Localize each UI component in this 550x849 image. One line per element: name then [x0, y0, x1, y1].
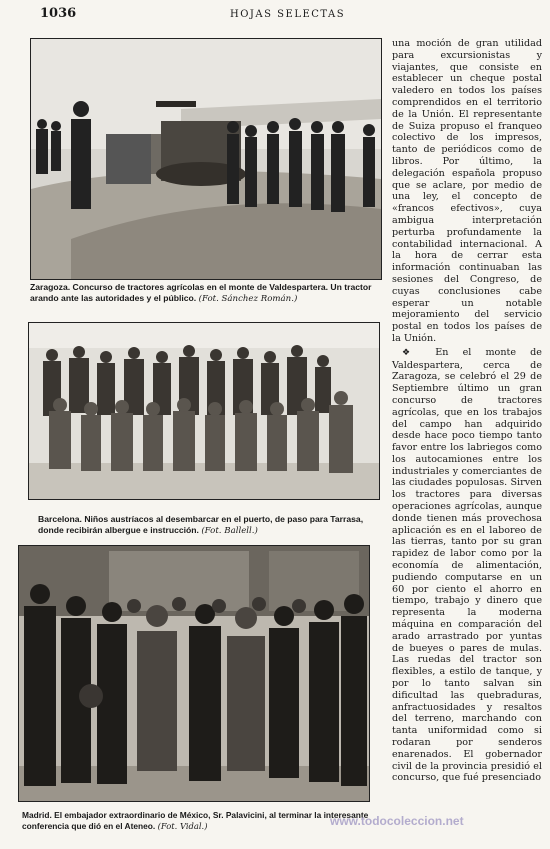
page-header: [0, 4, 550, 24]
photo-ateneo: [18, 545, 370, 802]
caption-children-text: Barcelona. Niños austríacos al desembarcar en el puerto, de paso para Tarrasa, donde recibirán albergue e instrucción.: [38, 514, 364, 535]
caption-tractor-credit: (Fot. Sánchez Román.): [198, 294, 298, 304]
photo-tractor: [30, 38, 382, 280]
caption-tractor-text: Zaragoza. Concurso de tractores agrícolas en el monte de Valdespartera. Un tractor arando ante las autoridades y el público.: [30, 282, 372, 303]
article-paragraph: una moción de gran utilidad para excursionistas y viajantes, que consiste en establecer un cheque postal valedero en todos los países comprendidos en el territorio de la Unión. El representante de Suiza propuso el franqueo colectivo de los impresos, tanto de periódicos como de libros. Por último, la delegación española propuso que se aclare, por medio de una ley, el concepto de «francos efectivos», cuya ambigua interpretación perturba profundamente la contabilidad internacional. A la hora de cerrar esta información continuaban las sesiones del Congreso, de cuyas conclusiones cabe esperar un notable mejoramiento del servicio postal en todos los países de la Unión.: [392, 38, 542, 344]
caption-ateneo-credit: (Fot. Vidal.): [157, 821, 208, 831]
article-paragraph-text: En el monte de Valdespartera, cerca de Zaragoza, se celebró el 29 de Septiembre último un gran concurso de tractores agrícolas, que en los trabajos del campo han adquirido desde hace poco tiempo tanto favor entre los labriegos como los autocamiones entre los industriales y comerciantes de las ciudades populosas. Sirven los tractores para diversas operaciones agrícolas, aunque donde tienen más provechosa aplicación es en el laboreo de las tierras, tanto por su gran rapidez de labor como por la economía de alimentación, pudiendo computarse en un 60 por ciento el ahorro en tiempo, trabajo y dinero que representa la moderna máquina en comparación del arado arrastrado por yuntas de bueyes o pares de mulas. Las ruedas del tractor son flexibles, a estilo de tanque, y por lo tanto salvan sin dificultad las quebraduras, anfractuosidades y resaltos del terreno, marchando con tanta uniformidad como si rodaran por senderos enarenados. El gobernador civil de la provincia presidió el concurso, que fué presenciado: [392, 346, 542, 784]
page-number: 1036: [40, 6, 77, 21]
caption-children-credit: (Fot. Ballell.): [201, 526, 258, 536]
caption-children: [38, 514, 378, 537]
caption-ateneo-text: Madrid. El embajador extraordinario de México, Sr. Palavicini, al terminar la interesante conferencia que dió en el Ateneo.: [22, 810, 369, 831]
article-paragraph: [392, 347, 542, 784]
running-head: HOJAS SELECTAS: [230, 9, 346, 20]
photo-children: [28, 322, 380, 500]
watermark: www.todocoleccion.net: [330, 814, 464, 828]
diamond-icon: ❖: [402, 347, 422, 358]
caption-tractor: [30, 282, 380, 305]
caption-ateneo: [22, 810, 370, 832]
article-column: [392, 38, 542, 784]
